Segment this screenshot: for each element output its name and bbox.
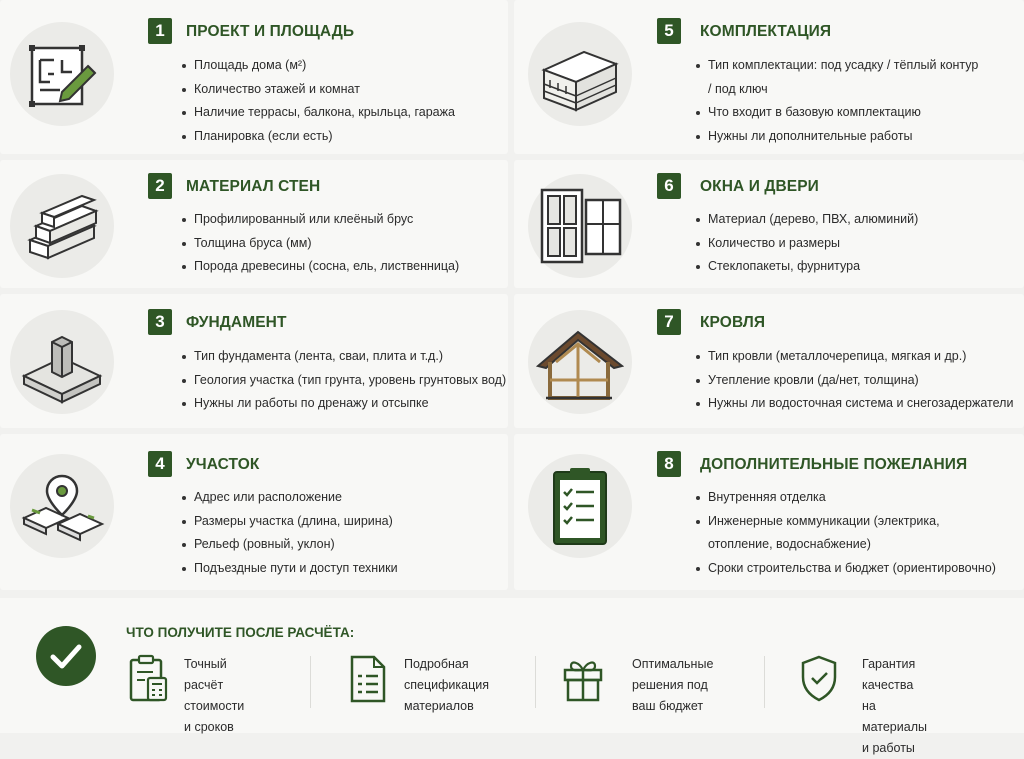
list-item: Стеклопакеты, фурнитура: [694, 255, 918, 279]
section-title: ДОПОЛНИТЕЛЬНЫЕ ПОЖЕЛАНИЯ: [700, 456, 968, 473]
document-list-icon: [348, 654, 390, 704]
list-item-continuation: / под ключ: [708, 81, 768, 96]
result-text: Гарантия качества на материалы и работы: [862, 657, 927, 755]
section-configuration: [514, 0, 1024, 154]
list-item: Тип фундамента (лента, сваи, плита и т.д.): [180, 345, 506, 369]
icon-circle: [10, 310, 114, 414]
lumber-package-icon: [536, 30, 624, 118]
blueprint-pencil-icon: [18, 30, 106, 118]
roof-frame-icon: [536, 318, 624, 406]
list-item: Порода древесины (сосна, ель, лиственница): [180, 255, 459, 279]
map-pin-plot-icon: [18, 462, 106, 550]
list-item: Количество и размеры: [694, 232, 918, 256]
list-item: Геология участка (тип грунта, уровень грунтовых вод): [180, 369, 506, 393]
divider: [310, 656, 311, 708]
list-item: Что входит в базовую комплектацию: [694, 101, 978, 125]
section-number: 3: [148, 309, 172, 335]
section-list: [180, 345, 506, 416]
section-wall-material: [0, 160, 508, 288]
result-text: Оптимальные решения под ваш бюджет: [632, 657, 714, 713]
section-number: 4: [148, 451, 172, 477]
section-title: КРОВЛЯ: [700, 314, 766, 331]
list-item: Нужны ли водосточная система и снегозадержатели: [694, 392, 1013, 416]
list-item: Планировка (если есть): [180, 125, 455, 149]
list-item: Наличие террасы, балкона, крыльца, гаража: [180, 101, 455, 125]
list-item: Профилированный или клеёный брус: [180, 208, 459, 232]
list-item: Внутренняя отделка: [694, 486, 996, 510]
list-item: Утепление кровли (да/нет, толщина): [694, 369, 1013, 393]
list-item: Размеры участка (длина, ширина): [180, 510, 398, 534]
icon-circle: [528, 174, 632, 278]
list-item: Нужны ли работы по дренажу и отсыпке: [180, 392, 506, 416]
gift-box-icon: [562, 654, 604, 704]
section-windows-doors: [514, 160, 1024, 288]
list-item: Рельеф (ровный, уклон): [180, 533, 398, 557]
list-item: Материал (дерево, ПВХ, алюминий): [694, 208, 918, 232]
section-list: [180, 54, 455, 148]
list-item: Толщина бруса (мм): [180, 232, 459, 256]
icon-circle: [10, 454, 114, 558]
section-number: 1: [148, 18, 172, 44]
divider: [764, 656, 765, 708]
section-number: 2: [148, 173, 172, 199]
section-title: ФУНДАМЕНТ: [186, 314, 287, 331]
section-title: УЧАСТОК: [186, 456, 260, 473]
icon-circle: [528, 310, 632, 414]
section-list: [694, 208, 918, 279]
calculator-clipboard-icon: [128, 654, 170, 704]
section-title: ОКНА И ДВЕРИ: [700, 178, 819, 195]
clipboard-checklist-icon: [536, 462, 624, 550]
section-title: МАТЕРИАЛ СТЕН: [186, 178, 321, 195]
section-project-area: [0, 0, 508, 154]
section-list: [180, 208, 459, 279]
section-additional-wishes: [514, 434, 1024, 590]
section-number: 8: [657, 451, 681, 477]
section-title: ПРОЕКТ И ПЛОЩАДЬ: [186, 23, 355, 40]
section-list: [180, 486, 398, 580]
section-number: 5: [657, 18, 681, 44]
check-circle-icon: [36, 626, 96, 686]
list-item: Инженерные коммуникации (электрика,: [694, 510, 996, 534]
section-roof: [514, 294, 1024, 428]
list-item-continuation: отопление, водоснабжение): [708, 537, 871, 551]
results-title: ЧТО ПОЛУЧИТЕ ПОСЛЕ РАСЧЁТА:: [126, 625, 355, 640]
foundation-icon: [18, 318, 106, 406]
icon-circle: [528, 454, 632, 558]
list-item: Адрес или расположение: [180, 486, 398, 510]
section-list: [694, 54, 978, 148]
result-text: Подробная спецификация материалов: [404, 657, 489, 713]
section-list: [694, 345, 1013, 416]
list-item: Тип кровли (металлочерепица, мягкая и др.): [694, 345, 1013, 369]
window-door-icon: [536, 182, 624, 270]
section-plot: [0, 434, 508, 590]
section-number: 6: [657, 173, 681, 199]
list-item: Количество этажей и комнат: [180, 78, 455, 102]
timber-stack-icon: [18, 182, 106, 270]
list-item: Подъездные пути и доступ техники: [180, 557, 398, 581]
section-title: КОМПЛЕКТАЦИЯ: [700, 23, 832, 40]
divider: [535, 656, 536, 708]
list-item: Нужны ли дополнительные работы: [694, 125, 978, 149]
list-item: Тип комплектации: под усадку / тёплый контур: [694, 54, 978, 78]
list-item: Площадь дома (м²): [180, 54, 455, 78]
list-item: Сроки строительства и бюджет (ориентировочно): [694, 557, 996, 581]
icon-circle: [10, 22, 114, 126]
icon-circle: [528, 22, 632, 126]
section-foundation: [0, 294, 508, 428]
results-panel: [0, 598, 1024, 755]
shield-check-icon: [798, 654, 840, 704]
section-number: 7: [657, 309, 681, 335]
section-list: [694, 486, 996, 580]
result-text: Точный расчёт стоимости и сроков: [184, 657, 245, 734]
icon-circle: [10, 174, 114, 278]
